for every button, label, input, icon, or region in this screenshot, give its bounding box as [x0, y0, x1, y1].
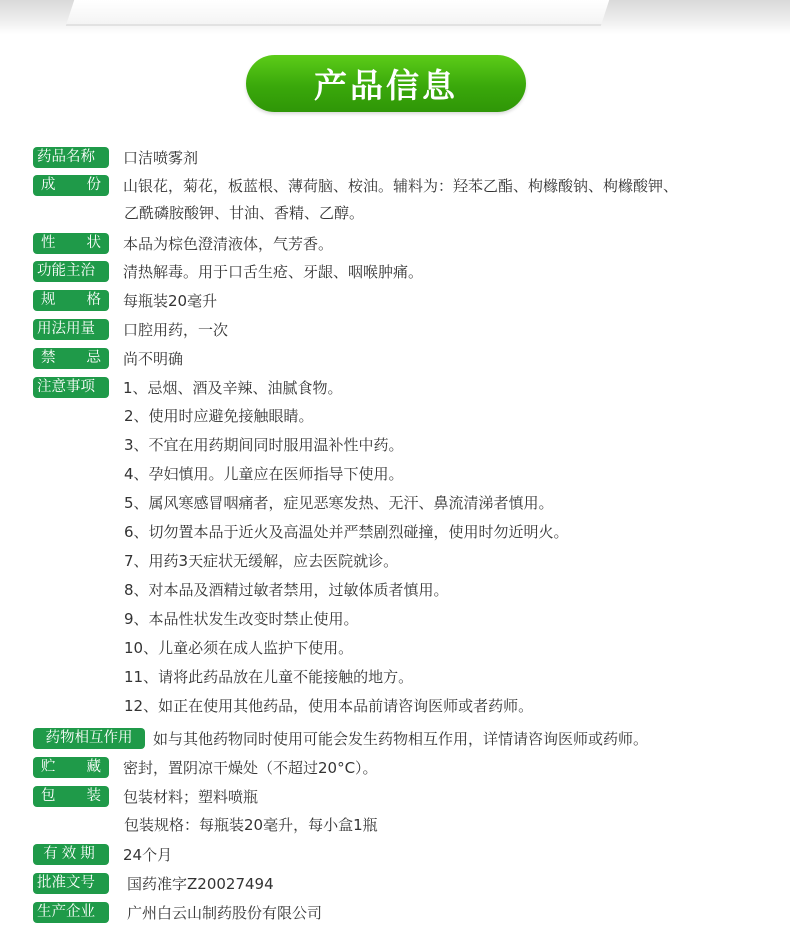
label-package: 包 装: [33, 786, 109, 807]
title-pill: [246, 55, 526, 112]
label-approval: 批准文号: [33, 873, 109, 894]
row-indication: [33, 260, 423, 282]
precaution-item: 12、如正在使用其他药品，使用本品前请咨询医师或者药师。: [124, 697, 534, 715]
label-ingredients: 成 份: [33, 175, 109, 196]
precaution-item: 7、用药3天症状无缓解，应去医院就诊。: [124, 552, 399, 570]
label-manufacturer: 生产企业: [33, 902, 109, 923]
row-usage: [33, 318, 228, 340]
value-name: 口洁喷雾剂: [123, 148, 199, 167]
value-ingredients-cont: 乙酰磷胺酸钾、甘油、香精、乙醇。: [124, 204, 365, 222]
precaution-item: 8、对本品及酒精过敏者禁用，过敏体质者慎用。: [124, 581, 449, 599]
precaution-item: 3、不宜在用药期间同时服用温补性中药。: [124, 436, 404, 454]
value-appearance: 本品为棕色澄清液体，气芳香。: [123, 234, 334, 253]
value-approval: 国药准字Z20027494: [127, 874, 274, 893]
precaution-item: 2、使用时应避免接触眼睛。: [124, 407, 314, 425]
value-package: 包装材料；塑料喷瓶: [123, 787, 259, 806]
precaution-item: 10、儿童必须在成人监护下使用。: [124, 639, 354, 657]
label-usage: 用法用量: [33, 319, 109, 340]
row-precautions: [33, 376, 343, 398]
row-expiry: [33, 843, 172, 865]
row-spec: [33, 289, 217, 311]
label-contraindication: 禁 忌: [33, 348, 109, 369]
precaution-item: 9、本品性状发生改变时禁止使用。: [124, 610, 359, 628]
row-package: [33, 785, 258, 807]
row-storage: [33, 756, 378, 778]
value-contraindication: 尚不明确: [123, 349, 184, 368]
value-expiry: 24个月: [123, 845, 173, 864]
row-interaction: [33, 727, 648, 749]
value-usage: 口腔用药，一次: [123, 320, 229, 339]
value-indication: 清热解毒。用于口舌生疮、牙龈、咽喉肿痛。: [123, 262, 424, 281]
label-spec: 规 格: [33, 290, 109, 311]
value-package-cont: 包装规格：每瓶装20毫升，每小盒1瓶: [124, 816, 378, 834]
top-banner: [0, 0, 790, 34]
row-contraindication: [33, 347, 183, 369]
precaution-item: 6、切勿置本品于近火及高温处并严禁剧烈碰撞，使用时勿近明火。: [124, 523, 569, 541]
label-appearance: 性 状: [33, 233, 109, 254]
precaution-item: 5、属风寒感冒咽痛者，症见恶寒发热、无汗、鼻流清涕者慎用。: [124, 494, 554, 512]
precaution-item: 1、忌烟、酒及辛辣、油腻食物。: [123, 378, 343, 397]
row-ingredients: [33, 174, 678, 196]
label-interaction: 药物相互作用: [33, 728, 145, 749]
precaution-item: 4、孕妇慎用。儿童应在医师指导下使用。: [124, 465, 404, 483]
value-manufacturer: 广州白云山制药股份有限公司: [127, 903, 323, 922]
value-ingredients: 山银花，菊花，板蓝根、薄荷脑、桉油。辅料为：羟苯乙酯、枸橼酸钠、枸橼酸钾、: [123, 176, 679, 195]
row-name: [33, 146, 198, 168]
precaution-item: 11、请将此药品放在儿童不能接触的地方。: [124, 668, 414, 686]
label-name: 药品名称: [33, 147, 109, 168]
row-manufacturer: [33, 901, 322, 923]
label-precautions: 注意事项: [33, 377, 109, 398]
banner-box: [66, 0, 609, 26]
row-appearance: [33, 232, 333, 254]
page-title: 产品信息: [314, 66, 458, 105]
row-approval: [33, 872, 274, 894]
value-spec: 每瓶装20毫升: [123, 291, 218, 310]
value-storage: 密封，置阴凉干燥处（不超过20°C）。: [123, 758, 378, 777]
value-interaction: 如与其他药物同时使用可能会发生药物相互作用，详情请咨询医师或药师。: [153, 729, 649, 748]
label-indication: 功能主治: [33, 261, 109, 282]
label-expiry: 有效期: [33, 844, 109, 865]
label-storage: 贮 藏: [33, 757, 109, 778]
